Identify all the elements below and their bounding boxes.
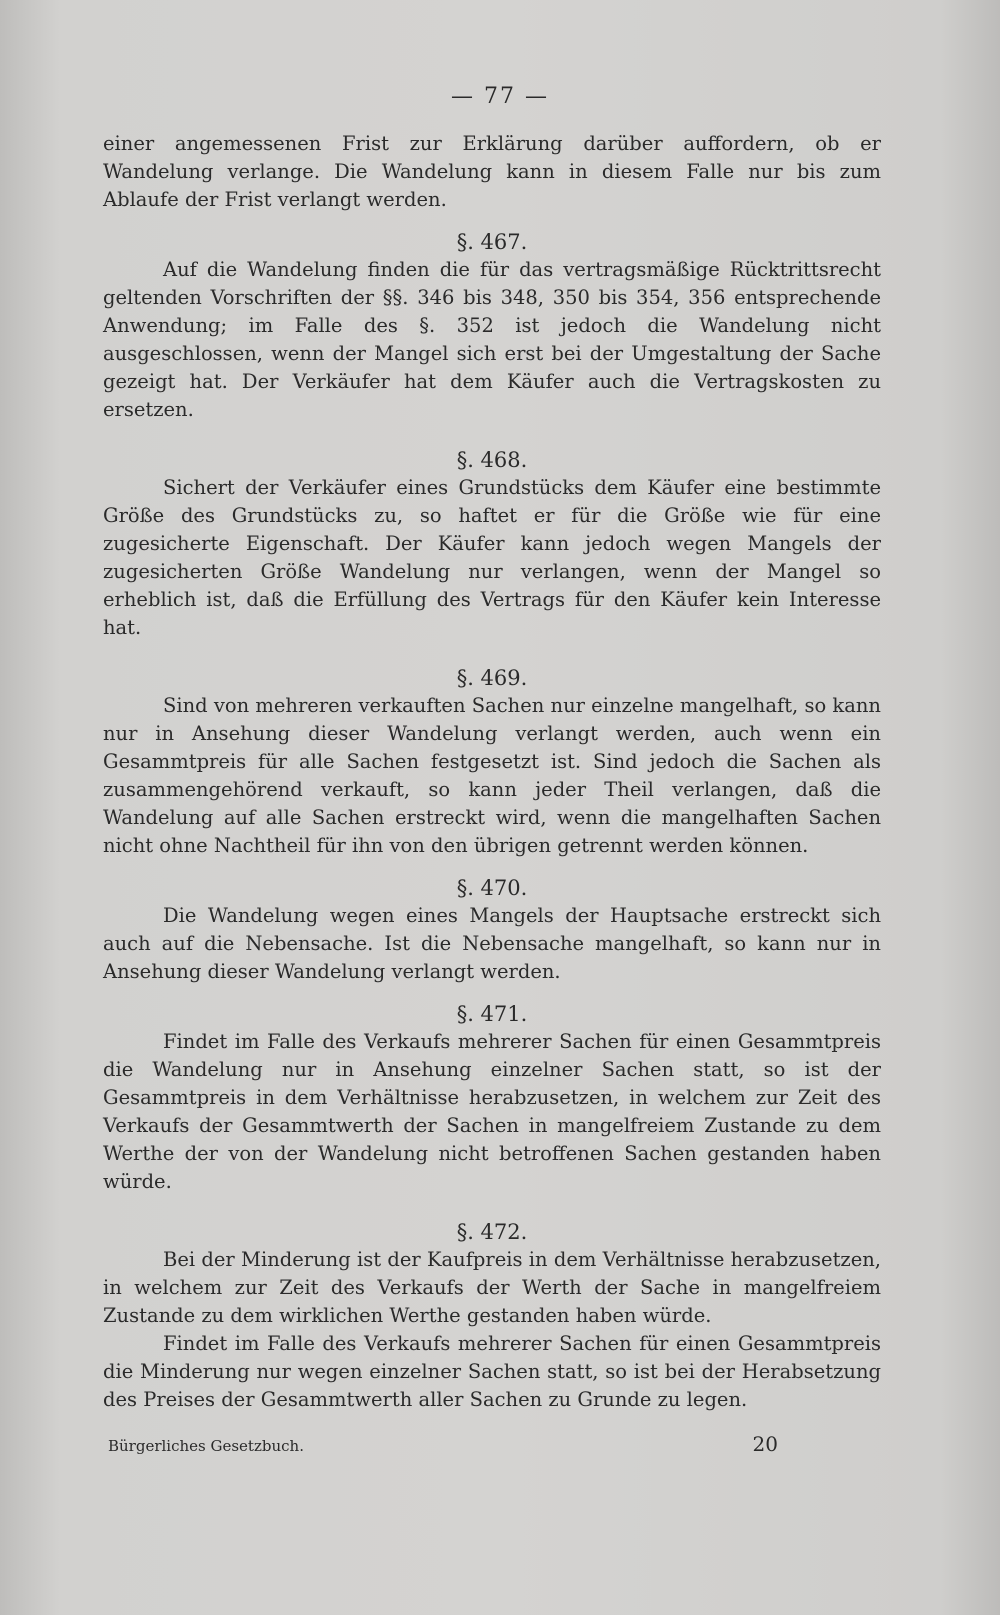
section-paragraph: Sind von mehreren verkauften Sachen nur einzelne mangelhaft, so kann nur in Ansehung dieser Wandelung verlangt werden, auch wenn ein Gesammtpreis für alle Sachen festgesetzt ist. Sind jedoch die Sachen als zusammengehörend verkauft, so kann jeder Theil verlangen, daß die Wandelung auf alle Sachen erstreckt wird, wenn die mangelhaften Sachen nicht ohne Nachtheil für ihn von den übrigen getrennt werden können. <box>103 694 881 857</box>
section-heading: §. 468. <box>456 448 528 472</box>
section-paragraph: Auf die Wandelung finden die für das vertragsmäßige Rücktrittsrecht geltenden Vorschriften der §§. 346 bis 348, 350 bis 354, 356 entsprechende Anwendung; im Falle des §. 352 ist jedoch die Wandelung nicht ausgeschlossen, wenn der Mangel sich erst bei der Umgestaltung der Sache gezeigt hat. Der Verkäufer hat dem Käufer auch die Vertragskosten zu ersetzen. <box>103 258 881 421</box>
section-470 <box>103 874 881 986</box>
section-paragraph: Findet im Falle des Verkaufs mehrerer Sachen für einen Gesammtpreis die Minderung nur wegen einzelner Sachen statt, so ist bei der Herabsetzung des Preises der Gesammtwerth aller Sachen zu Grunde zu legen. <box>103 1332 881 1411</box>
section-paragraph: Sichert der Verkäufer eines Grundstücks dem Käufer eine bestimmte Größe des Grundstücks zu, so haftet er für die Größe wie für eine zugesicherte Eigenschaft. Der Käufer kann jedoch wegen Mangels der zugesicherten Größe Wandelung nur verlangen, wenn der Mangel so erheblich ist, daß die Erfüllung des Vertrags für den Käufer kein Interesse hat. <box>103 476 881 639</box>
section-468 <box>103 446 881 642</box>
page-number: — 77 — <box>451 84 549 109</box>
footer-title: Bürgerliches Gesetzbuch. <box>108 1437 304 1455</box>
section-469 <box>103 664 881 860</box>
section-paragraph: Findet im Falle des Verkaufs mehrerer Sachen für einen Gesammtpreis die Wandelung nur in Ansehung einzelner Sachen statt, so ist der Gesammtpreis in dem Verhältnisse herabzusetzen, in welchem zur Zeit des Verkaufs der Gesammtwerth der Sachen in mangelfreiem Zustande zu dem Werthe der von der Wandelung nicht betroffenen Sachen gestanden haben würde. <box>103 1030 881 1193</box>
section-paragraph: Die Wandelung wegen eines Mangels der Hauptsache erstreckt sich auch auf die Nebensache. Ist die Nebensache mangelhaft, so kann nur in Ansehung dieser Wandelung verlangt werden. <box>103 904 881 983</box>
page-footer <box>108 1432 778 1456</box>
page-content <box>103 130 881 1414</box>
section-472 <box>103 1218 881 1414</box>
section-heading: §. 470. <box>456 876 528 900</box>
sheet-signature: 20 <box>752 1432 778 1456</box>
section-heading: §. 469. <box>456 666 528 690</box>
section-heading: §. 467. <box>456 230 528 254</box>
section-paragraph: Bei der Minderung ist der Kaufpreis in dem Verhältnisse herabzusetzen, in welchem zur Zeit des Verkaufs der Werth der Sache in mangelfreiem Zustande zu dem wirklichen Werthe gestanden haben würde. <box>103 1248 881 1327</box>
section-471 <box>103 1000 881 1196</box>
section-heading: §. 472. <box>456 1220 528 1244</box>
section-heading: §. 471. <box>456 1002 528 1026</box>
intro-paragraph: einer angemessenen Frist zur Erklärung darüber auffordern, ob er Wandelung verlange. Die Wandelung kann in diesem Falle nur bis zum Ablaufe der Frist verlangt werden. <box>103 132 881 211</box>
section-467 <box>103 228 881 424</box>
